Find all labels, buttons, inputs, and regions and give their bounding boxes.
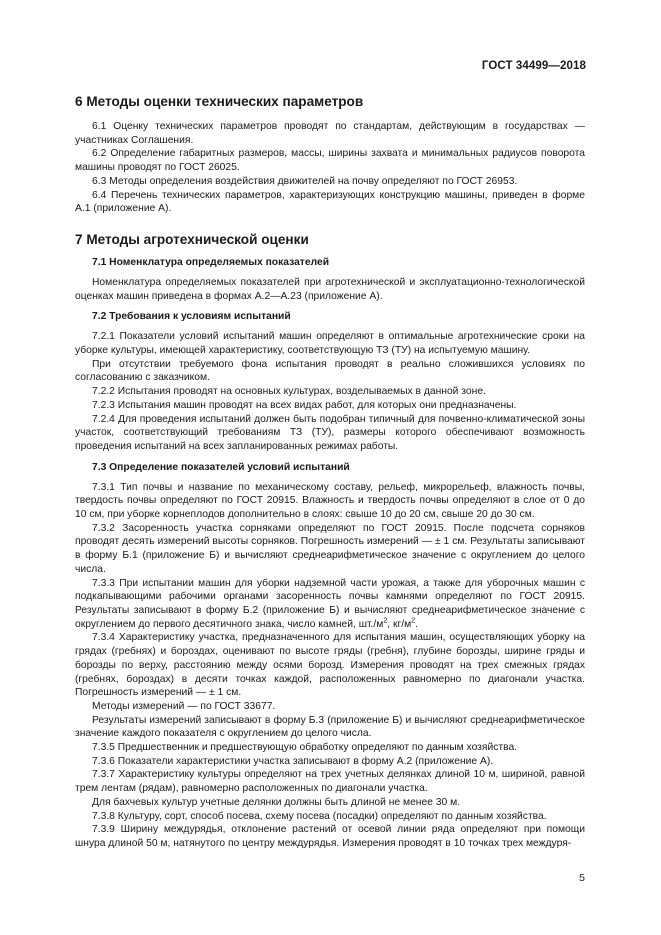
section-7-heading: 7 Методы агротехнической оценки — [75, 231, 309, 247]
subsection-7-1-heading: 7.1 Номенклатура определяемых показателей — [92, 256, 330, 268]
paragraph-7-3-4-results: Результаты измерений записывают в форму Б.3 (приложение Б) и вычисляют среднеарифметическое значение каждого показателя с округлением до целого числа. — [75, 714, 585, 740]
paragraph-6-4: 6.4 Перечень технических параметров, характеризующих конструкцию машины, приведен в форме А.1 (приложение А). — [75, 189, 585, 215]
paragraph-7-1: Номенклатура определяемых показателей при агротехнической и эксплуатационно-технологической оценках машин приведена в формах А.2—А.23 (приложение А). — [75, 276, 585, 302]
paragraph-7-3-5: 7.3.5 Предшественник и предшествующую обработку определяют по данным хозяйства. — [92, 742, 518, 754]
paragraph-7-3-3-text: 7.3.3 При испытании машин для уборки надземной части урожая, а также для уборочных машин с подкапывающими рабочими органами засоренность почвы камнями определяют по ГОСТ 20915. Результаты записывают в форму Б.2 (приложение Б) и вычисляют среднеарифметическое значение с округлением до первого десятичного знака, число камней, шт./м — [75, 577, 585, 630]
section-6-heading: 6 Методы оценки технических параметров — [75, 94, 364, 109]
paragraph-7-3-7-cont: Для бахчевых культур учетные делянки должны быть длиной не менее 30 м. — [92, 796, 461, 808]
paragraph-7-3-7: 7.3.7 Характеристику культуры определяют на трех учетных делянках длиной 10 м, шириной, равной трем лентам (рядам), равномерно расположенных по диагонали участка. — [75, 769, 585, 795]
subsection-7-2-heading: 7.2 Требования к условиям испытаний — [92, 311, 291, 323]
paragraph-7-3-3 — [75, 577, 585, 632]
paragraph-6-2: 6.2 Определение габаритных размеров, массы, ширины захвата и минимальных радиусов поворота машины проводят по ГОСТ 26025. — [75, 148, 585, 174]
paragraph-7-3-9: 7.3.9 Ширину междурядья, отклонение растений от осевой линии ряда определяют при помощи шнура длиной 50 м, натянутого по центру междурядья. Измерения проводят в 10 точках трех междуря- — [75, 824, 585, 849]
superscript-2: 2 — [411, 617, 416, 625]
subsection-7-3-heading: 7.3 Определение показателей условий испытаний — [92, 461, 350, 473]
standard-number: ГОСТ 34499—2018 — [481, 60, 586, 72]
paragraph-7-3-4: 7.3.4 Характеристику участка, предназначенного для испытания машин, осуществляющих уборку на грядах (гребнях) и бороздах, оценивают по высоте гряды (гребня), глубине борозды, ширине гряды и борозды по верху, расстоянию между осями борозд. Измерения проводят на трех смежных грядах (гребнях, бороздах) в десяти точках каждой, расположенных равномерно по диагонали участка. Погрешность измерений — ± 1 см. — [75, 632, 585, 699]
paragraph-6-1: 6.1 Оценку технических параметров проводят по стандартам, действующим в государствах — участниках Соглашения. — [75, 121, 585, 146]
paragraph-7-3-2: 7.3.2 Засоренность участка сорняками определяют по ГОСТ 20915. После подсчета сорняков проводят десять измерений высоты сорняков. Погрешность измерений — ± 1 см. Результаты записывают в форму Б.1 (приложение Б) и вычисляют среднеарифметическое значение с округлением до целого числа. — [75, 522, 585, 575]
paragraph-7-2-4: 7.2.4 Для проведения испытаний должен быть подобран типичный для почвенно-климатической зоны участок, соответствующий требованиям ТЗ (ТУ), размеры которого обеспечивают возможность проведения испытаний на всех запланированных режимах работы. — [75, 413, 585, 452]
page-content — [75, 93, 585, 851]
paragraph-7-3-4-methods: Методы измерений — по ГОСТ 33677. — [92, 700, 276, 712]
paragraph-7-2-3: 7.2.3 Испытания машин проводят на всех видах работ, для которых они предназначены. — [92, 399, 517, 411]
paragraph-6-3: 6.3 Методы определения воздействия движителей на почву определяют по ГОСТ 26953. — [92, 175, 518, 187]
paragraph-7-2-2: 7.2.2 Испытания проводят на основных культурах, возделываемых в данной зоне. — [92, 386, 486, 398]
paragraph-7-3-6: 7.3.6 Показатели характеристики участка записывают в форму А.2 (приложение А). — [92, 755, 494, 767]
paragraph-7-2-1: 7.2.1 Показатели условий испытаний машин определяют в оптимальные агротехнические сроки на уборке культуры, имеющей характеристику, соответствующую ТЗ (ТУ) на испытуемую машину. — [75, 331, 585, 357]
paragraph-7-3-1: 7.3.1 Тип почвы и название по механическому составу, рельеф, микрорельеф, влажность почвы, твердость почвы определяют по ГОСТ 20915. Влажность и твердость почвы определяют в слое от 0 до 10 см, при уборке корнеплодов дополнительно в слоях: свыше 10 до 20 см, свыше 20 до 30 см. — [75, 481, 585, 521]
superscript-2: 2 — [383, 617, 388, 625]
page-number: 5 — [579, 872, 585, 884]
paragraph-7-2-1-cont: При отсутствии требуемого фона испытания проводят в реально сложившихся условиях по согласованию с заказчиком. — [75, 358, 585, 384]
paragraph-7-3-3-end: . — [415, 618, 418, 630]
paragraph-7-3-8: 7.3.8 Культуру, сорт, способ посева, схему посева (посадки) определяют по данным хозяйства. — [92, 810, 547, 822]
paragraph-7-3-3-sep: , кг/м — [387, 618, 412, 630]
